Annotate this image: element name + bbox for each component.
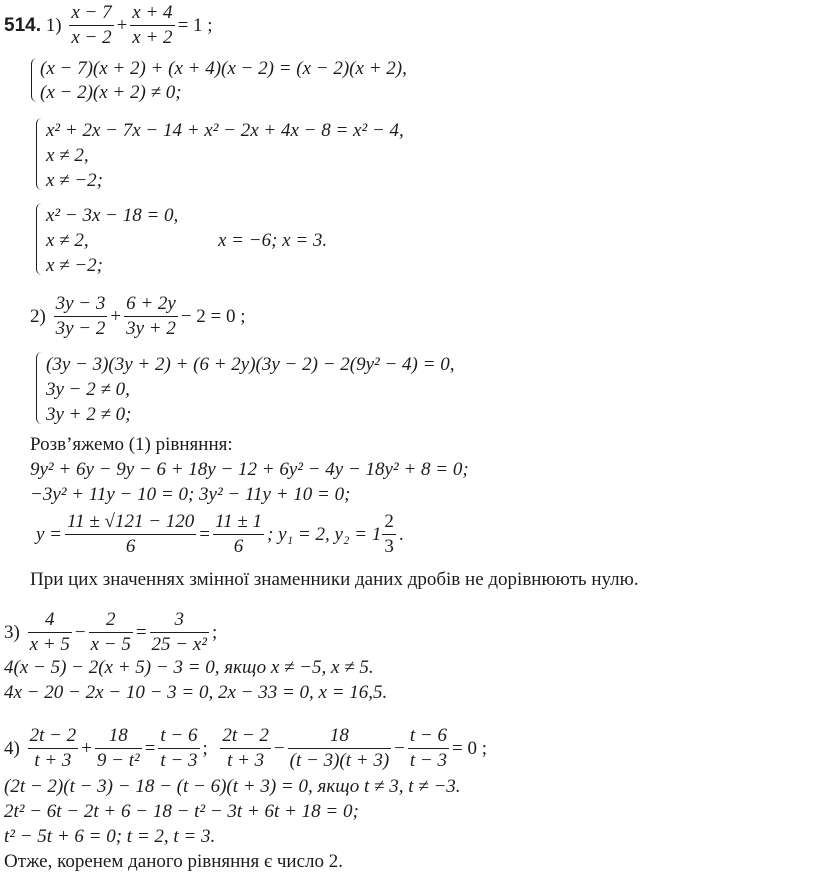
equation-line: −3y² + 11y − 10 = 0; 3y² − 11y + 10 = 0; bbox=[30, 484, 351, 505]
system-line: (x − 2)(x + 2) ≠ 0; bbox=[40, 82, 182, 103]
fraction: $\frac{2}{x - 5}$ bbox=[90, 609, 131, 655]
fraction: $\frac{3}{\text{25 − x²}}$ bbox=[151, 609, 207, 655]
part-2-equation: 2) $\frac{3y - 3}{3y - 2}$ + $\frac{6 + 2y}{3y + 2}$ − 2 = 0 ; bbox=[30, 293, 246, 339]
system-line: x² + 2x − 7x − 14 + x² − 2x + 4x − 8 = x² − 4, bbox=[46, 120, 404, 141]
part-label: 1) bbox=[45, 14, 62, 36]
fraction: $\frac{3y - 3}{3y - 2}$ bbox=[55, 293, 106, 339]
equation-line: (2t − 2)(t − 3) − 18 − (t − 6)(t + 3) = 0, якщо t ≠ 3, t ≠ −3. bbox=[4, 776, 461, 797]
answer: x = −6; x = 3. bbox=[218, 230, 328, 251]
system-brace bbox=[36, 203, 42, 275]
fraction: $\frac{x + 4}{x + 2}$ bbox=[132, 2, 173, 48]
note: При цих значеннях змінної знаменники даних дробів не дорівнюють нулю. bbox=[30, 569, 639, 590]
system-line: 3y + 2 ≠ 0; bbox=[46, 404, 132, 425]
equation-line: 4x − 20 − 2x − 10 − 3 = 0, 2x − 33 = 0, x = 16,5. bbox=[4, 682, 388, 703]
fraction: $\frac{4}{x + 5}$ bbox=[29, 609, 70, 655]
conclusion: Отже, коренем даного рівняння є число 2. bbox=[4, 851, 344, 872]
part-label: 2) bbox=[30, 305, 46, 327]
fraction: $\frac{11 \pm 1}{6}$ bbox=[215, 511, 263, 557]
fraction: $\frac{18}{(t - 3)(t + 3)}$ bbox=[289, 725, 390, 771]
fraction: $\frac{6 + 2y}{3y + 2}$ bbox=[126, 293, 176, 339]
fraction: $\frac{2t - 2}{t + 3}$ bbox=[29, 725, 77, 771]
system-brace bbox=[31, 58, 37, 102]
system-line: x ≠ −2; bbox=[46, 255, 104, 276]
fraction: $\frac{18}{\text{9 − t²}}$ bbox=[96, 725, 140, 771]
equation-line: 4(x − 5) − 2(x + 5) − 3 = 0, якщо x ≠ −5, x ≠ 5. bbox=[4, 657, 374, 678]
system-line: x ≠ −2; bbox=[46, 170, 104, 191]
system-line: 3y − 2 ≠ 0, bbox=[46, 379, 130, 400]
part-label: 4) bbox=[4, 737, 20, 759]
fraction: $\frac{2t - 2}{t + 3}$ bbox=[222, 725, 269, 771]
fraction: $\frac{2}{3}$ bbox=[384, 511, 394, 557]
system-brace bbox=[36, 118, 42, 190]
fraction: $\frac{11 \pm √121 - 120}{6}$ bbox=[67, 511, 195, 557]
system-line: (3y − 3)(3y + 2) + (6 + 2y)(3y − 2) − 2(9y² − 4) = 0, bbox=[46, 354, 455, 375]
solve-label: Розв’яжемо (1) рівняння: bbox=[30, 434, 233, 455]
system-line: (x − 7)(x + 2) + (x + 4)(x − 2) = (x − 2)(x + 2), bbox=[40, 58, 407, 79]
system-line: x ≠ 2, bbox=[46, 230, 89, 251]
roots-formula: y = $\frac{11 \pm √121 - 120}{6}$ = $\frac{11 \pm 1}{6}$ ; y₁ = 2, y₂ = 1 $\frac{2}{3}$ . bbox=[36, 511, 404, 557]
part-4-equation: 4) $\frac{2t - 2}{t + 3}$ + $\frac{18}{\text{9 − t²}}$ = $\frac{t - 6}{t - 3}$ ; $\frac{2t - 2}{t + 3}$ − $\frac{18}{(t - 3)(t + 3)}$ − $\frac{t - 6}{t - 3}$ = 0 ; bbox=[4, 725, 487, 771]
fraction: $\frac{t - 6}{t - 3}$ bbox=[160, 725, 198, 771]
problem-514-equation: 514. 1) $\frac{x - 7}{x - 2}$ + $\frac{x + 4}{x + 2}$ = 1 ; bbox=[4, 2, 213, 48]
system-line: x² − 3x − 18 = 0, bbox=[46, 205, 179, 226]
problem-number: 514. bbox=[4, 14, 41, 36]
equation-line: 9y² + 6y − 9y − 6 + 18y − 12 + 6y² − 4y − 18y² + 8 = 0; bbox=[30, 459, 469, 480]
system-line: x ≠ 2, bbox=[46, 145, 89, 166]
part-3-equation: 3) $\frac{4}{x + 5}$ − $\frac{2}{x - 5}$ = $\frac{3}{\text{25 − x²}}$ ; bbox=[4, 609, 218, 655]
system-brace bbox=[36, 352, 42, 424]
fraction: $\frac{t - 6}{t - 3}$ bbox=[409, 725, 447, 771]
part-label: 3) bbox=[4, 621, 20, 643]
equation-line: t² − 5t + 6 = 0; t = 2, t = 3. bbox=[4, 826, 216, 847]
fraction: $\frac{x - 7}{x - 2}$ bbox=[71, 2, 112, 48]
equation-line: 2t² − 6t − 2t + 6 − 18 − t² − 3t + 6t + 18 = 0; bbox=[4, 801, 359, 822]
